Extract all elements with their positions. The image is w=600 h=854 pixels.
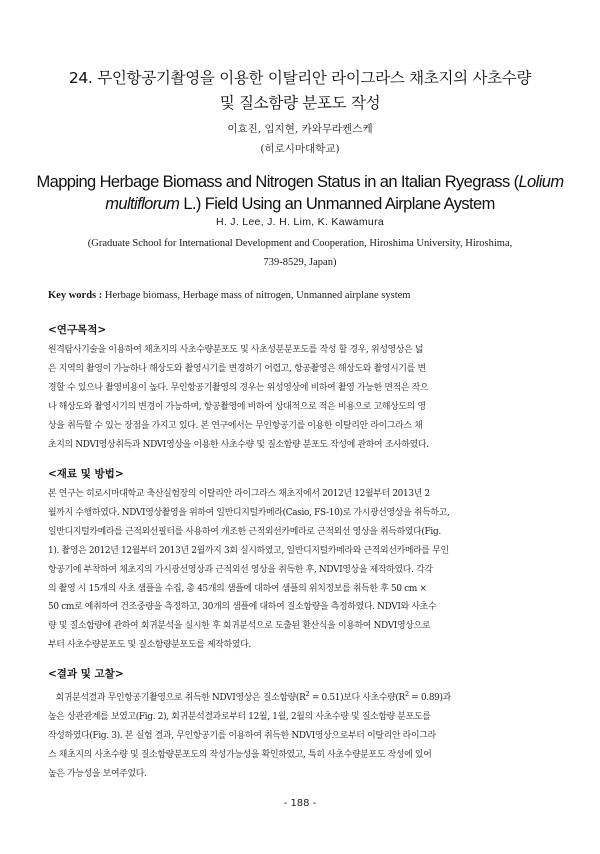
paragraph-line: 경할 수 있으나 촬영비용이 높다. 무인항공기촬영의 경우는 위성영상에 비하여 촬영 가능한 면적은 작으 <box>48 382 429 393</box>
english-authors: H. J. Lee, J. H. Lim, K. Kawamura <box>215 216 385 228</box>
paragraph-line: 일반디지털카메라를 근적외선필터를 사용하여 개조한 근적외선카메라로 근적외선 영상을 취득하였다(Fig. <box>48 526 441 537</box>
english-title <box>20 171 580 215</box>
paragraph-line: 상을 취득할 수 있는 장점을 가지고 있다. 본 연구에서는 무인항공기를 이용한 이탈리안 라이그라스 채 <box>48 420 423 431</box>
korean-title <box>30 66 570 116</box>
paragraph-line: 본 연구는 히로시마대학교 축산실험장의 이탈리안 라이그라스 채초지에서 2012년 12월부터 2013년 2 <box>48 489 430 499</box>
results-line1-post: = 0.89)과 <box>408 692 451 703</box>
english-title-italic1: Lolium <box>518 173 564 191</box>
section-heading-objective: <연구목적> <box>48 324 107 336</box>
paragraph-line: 1). 촬영은 2012년 12월부터 2013년 2월까지 3회 실시하였고, 일반디지털카메라와 근적외선카메라를 무인 <box>48 545 449 556</box>
keywords-text: Herbage biomass, Herbage mass of nitrogen, Unmanned airplane system <box>102 290 411 301</box>
korean-authors: 이효진, 임지현, 카와무라켄스케 <box>227 123 373 135</box>
korean-title-line2: 및 질소함량 분포도 작성 <box>219 94 381 112</box>
keywords-label: Key words : <box>48 290 103 301</box>
english-title-italic2: multiflorum <box>105 195 180 213</box>
paragraph-line: 높은 가능성을 보여주었다. <box>48 768 147 779</box>
keywords <box>48 290 558 301</box>
r-squared-superscript: 2 <box>305 690 310 698</box>
paragraph-line: 부터 사초수량분포도 및 질소함량분포도를 제작하였다. <box>48 640 251 651</box>
methods-paragraph <box>48 485 554 655</box>
korean-affiliation: (히로시마대학교) <box>260 143 340 155</box>
paragraph-line: 의 촬영 시 15개의 사초 샘플을 수집, 총 45개의 샘플에 대하여 샘플의 위치정보를 취득한 후 50 cm × <box>48 583 427 594</box>
page-number: - 188 - <box>283 798 317 809</box>
paragraph-line: 작성하였다(Fig. 3). 본 실험 결과, 무인항공기를 이용하여 취득한 NDVI영상으로부터 이탈리안 라이그라 <box>48 730 436 741</box>
paragraph-line: 월까지 수행하였다. NDVI영상촬영을 위하여 일반디지털카메라(Casio, FS-10)로 가시광선영상을 취득하고, <box>48 507 450 518</box>
objective-paragraph <box>48 341 554 454</box>
paragraph-line: 스 채초지의 사초수량 및 질소함량분포도의 작성가능성을 확인하였고, 특히 사초수량분포도 작성에 있어 <box>48 749 432 760</box>
english-title-part1: Mapping Herbage Biomass and Nitrogen Status in an Italian Ryegrass ( <box>36 173 519 191</box>
english-affiliation-line2: 739-8529, Japan) <box>263 257 337 268</box>
paragraph-line: 50 cm로 예취하여 건조중량을 측정하고, 30개의 샘플에 대하여 질소함량을 측정하였다. NDVI와 사초수 <box>48 602 437 613</box>
results-line1-pre: 회귀분석결과 무인항공기촬영으로 취득한 NDVI영상은 질소함량(R <box>55 692 306 703</box>
r-squared-superscript: 2 <box>404 690 409 698</box>
section-heading-methods: <재료 및 방법> <box>48 468 124 480</box>
paragraph-line: 높은 상관관계를 보였고(Fig. 2), 회귀분석결과로부터 12월, 1월, 2월의 사초수량 및 질소함량 분포도를 <box>48 711 431 722</box>
paragraph-line: 항공기에 부착하여 채초지의 가시광선영상과 근적외선 영상을 취득한 후, NDVI영상을 제작하였다. 각각 <box>48 564 433 575</box>
paragraph-line: 원격탐사기술을 이용하여 채초지의 사초수량분포도 및 사초성분분포도를 작성 할 경우, 위성영상은 넓 <box>48 345 424 355</box>
paragraph-line <box>48 685 554 708</box>
paragraph-line: 나 해상도와 촬영시기의 변경이 가능하며, 항공촬영에 비하여 상대적으로 적은 비용으로 고해상도의 영 <box>48 401 426 412</box>
section-heading-results: <결과 및 고찰> <box>48 668 124 680</box>
results-paragraph <box>48 685 554 784</box>
english-affiliation <box>50 234 550 272</box>
english-title-part2: L.) Field Using an Unmanned Airplane Aystem <box>179 195 495 213</box>
paragraph-line: 초지의 NDVI영상취득과 NDVI영상을 이용한 사초수량 및 질소함량 분포도 작성에 관하여 조사하였다. <box>48 439 429 450</box>
paragraph-line: 량 및 질소함량에 관하여 회귀분석을 실시한 후 회귀분석으로 도출된 환산식을 이용하여 NDVI영상으로 <box>48 621 431 632</box>
paragraph-line: 은 지역의 촬영이 가능하나 해상도와 촬영시기를 변경하기 어렵고, 항공촬영은 해상도와 촬영시기를 변 <box>48 363 426 374</box>
english-affiliation-line1: (Graduate School for International Development and Cooperation, Hiroshima University, Hiroshima, <box>87 238 513 249</box>
korean-title-line1: 24. 무인항공기촬영을 이용한 이탈리안 라이그라스 채초지의 사초수량 <box>68 69 532 87</box>
results-line1-mid: = 0.51)보다 사초수량(R <box>309 692 405 703</box>
